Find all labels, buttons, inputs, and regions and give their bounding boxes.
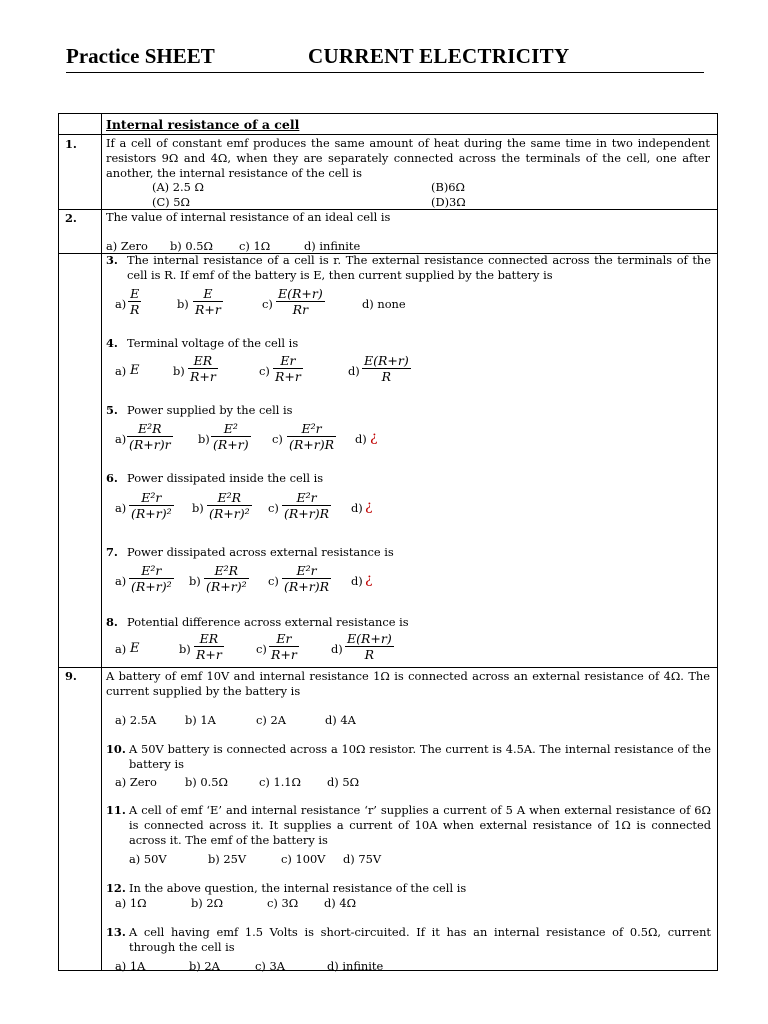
q4-option-a: a) [115, 364, 127, 378]
q12-option-a: a) 1Ω [115, 896, 147, 910]
q8-fraction-c: $\frac{Er}{R+r}$ [271, 631, 297, 662]
q1-number: 1. [65, 137, 77, 151]
q10-option-c: c) 1.1Ω [259, 775, 302, 789]
q7-fraction-a: $\frac{\text{E²r}}{\text{(R+r)²}}$ [131, 563, 172, 594]
q3-option-c: c) [262, 297, 273, 311]
q12-option-b: b) 2Ω [191, 896, 224, 910]
q8-option-a-value: E [130, 641, 140, 656]
question-table [58, 113, 718, 971]
q2-option-b: b) 0.5Ω [170, 239, 213, 253]
q9-number: 9. [65, 669, 77, 683]
q7-option-d: d) [351, 574, 363, 588]
q11-number: 11. [106, 803, 126, 817]
row-divider [59, 667, 717, 668]
q9-option-c: c) 2A [256, 713, 286, 727]
q2-option-c: c) 1Ω [239, 239, 271, 253]
q5-option-d: d) [355, 432, 367, 446]
q9-text: A battery of emf 10V and internal resistance 1Ω is connected across an external resistance of 4Ω. The current supplied by the battery is [106, 669, 710, 698]
q13-option-b: b) 2A [189, 959, 220, 973]
q7-fraction-b: $\frac{\text{E²R}}{\text{(R+r)²}}$ [206, 563, 247, 594]
q13-option-a: a) 1A [115, 959, 146, 973]
q3-fraction-a: $\frac{E}{R}$ [130, 286, 140, 317]
q1-option-c: (C) 5Ω [152, 195, 190, 209]
q8-text: Potential difference across external resistance is [127, 615, 409, 629]
q13-number: 13. [106, 925, 126, 939]
q7-number: 7. [106, 545, 118, 559]
q1-option-d: (D)3Ω [431, 195, 466, 209]
q6-fraction-a: $\frac{\text{E²r}}{\text{(R+r)²}}$ [131, 490, 172, 521]
q7-option-c: c) [268, 574, 279, 588]
q4-fraction-d: $\frac{E(R+r)}{R}$ [364, 353, 409, 384]
q13-text: A cell having emf 1.5 Volts is short-circuited. If it has an internal resistance of 0.5Ω, current through the cell is [129, 925, 711, 954]
q2-option-d: d) infinite [304, 239, 361, 253]
q13-option-c: c) 3A [255, 959, 285, 973]
q12-number: 12. [106, 881, 126, 895]
q10-option-b: b) 0.5Ω [185, 775, 228, 789]
q3-number: 3. [106, 253, 118, 267]
q4-fraction-b: $\frac{ER}{R+r}$ [190, 353, 216, 384]
q2-text: The value of internal resistance of an ideal cell is [106, 210, 391, 224]
q1-text: If a cell of constant emf produces the same amount of heat during the same time in two independent resistors 9Ω and 4Ω, when they are separately connected across the terminals of the cell, one after another, the internal resistance of the cell is [106, 136, 710, 180]
q2-number: 2. [65, 211, 77, 225]
q5-option-d-symbol: ¿ [370, 429, 378, 445]
q4-option-c: c) [259, 364, 270, 378]
q3-option-d: d) none [362, 297, 406, 311]
q7-text: Power dissipated across external resistance is [127, 545, 394, 559]
q7-option-b: b) [189, 574, 201, 588]
q10-text: A 50V battery is connected across a 10Ω resistor. The current is 4.5A. The internal resistance of the battery is [129, 742, 711, 771]
q5-fraction-c: $\frac{\text{E²r}}{(R+r)R}$ [289, 421, 335, 452]
q9-option-b: b) 1A [185, 713, 216, 727]
q5-option-c: c) [272, 432, 283, 446]
row-divider [59, 134, 717, 135]
q12-option-d: d) 4Ω [324, 896, 357, 910]
q11-option-c: c) 100V [281, 852, 326, 866]
q8-number: 8. [106, 615, 118, 629]
q10-option-d: d) 5Ω [327, 775, 360, 789]
q7-option-a: a) [115, 574, 127, 588]
q5-number: 5. [106, 403, 118, 417]
q8-option-c: c) [256, 642, 267, 656]
q6-text: Power dissipated inside the cell is [127, 471, 324, 485]
page-header [66, 44, 704, 73]
q8-option-b: b) [179, 642, 191, 656]
q10-option-a: a) Zero [115, 775, 157, 789]
q6-number: 6. [106, 471, 118, 485]
q3-text: The internal resistance of a cell is r. The external resistance connected across the terminals of the cell is R. If emf of the battery is E, then current supplied by the battery is [127, 253, 711, 282]
q11-text: A cell of emf ‘E’ and internal resistance ‘r’ supplies a current of 5 A when external resistance of 6Ω is connected across it. It supplies a current of 10A when external resistance of 1Ω is connected across it. The emf of the battery is [129, 803, 711, 847]
q9-option-d: d) 4A [325, 713, 356, 727]
q1-option-a: (A) 2.5 Ω [152, 180, 204, 194]
q7-fraction-c: $\frac{\text{E²r}}{(R+r)R}$ [284, 563, 330, 594]
q11-option-d: d) 75V [343, 852, 382, 866]
q5-option-b: b) [198, 432, 210, 446]
q6-fraction-b: $\frac{\text{E²R}}{\text{(R+r)²}}$ [209, 490, 250, 521]
column-divider [101, 114, 102, 970]
q5-fraction-a: $\frac{\text{E²R}}{(R+r)r}$ [129, 421, 171, 452]
q3-option-a: a) [115, 297, 127, 311]
q9-option-a: a) 2.5A [115, 713, 157, 727]
q5-option-a: a) [115, 432, 127, 446]
q4-number: 4. [106, 336, 118, 350]
q5-text: Power supplied by the cell is [127, 403, 293, 417]
q6-option-a: a) [115, 501, 127, 515]
q11-option-a: a) 50V [129, 852, 167, 866]
page-title: CURRENT ELECTRICITY [308, 44, 570, 68]
q8-fraction-b: $\frac{ER}{R+r}$ [196, 631, 222, 662]
sheet-label: Practice SHEET [66, 44, 215, 68]
q5-fraction-b: $\frac{\text{E²}}{(R+r)}$ [213, 421, 249, 452]
q2-option-a: a) Zero [106, 239, 148, 253]
q12-text: In the above question, the internal resistance of the cell is [129, 881, 467, 895]
q4-text: Terminal voltage of the cell is [127, 336, 299, 350]
q6-fraction-c: $\frac{\text{E²r}}{(R+r)R}$ [284, 490, 330, 521]
q10-number: 10. [106, 742, 126, 756]
q12-option-c: c) 3Ω [267, 896, 299, 910]
q7-option-d-symbol: ¿ [365, 571, 373, 587]
q11-option-b: b) 25V [208, 852, 247, 866]
q8-fraction-d: $\frac{E(R+r)}{R}$ [347, 631, 392, 662]
q13-option-d: d) infinite [327, 959, 384, 973]
q4-option-a-value: E [130, 363, 140, 378]
q1-option-b: (B)6Ω [431, 180, 465, 194]
section-title: Internal resistance of a cell [106, 117, 300, 132]
q3-fraction-b: $\frac{E}{R+r}$ [195, 286, 221, 317]
q4-option-b: b) [173, 364, 185, 378]
q8-option-a: a) [115, 642, 127, 656]
q3-fraction-c: $\frac{E(R+r)}{Rr}$ [278, 286, 323, 317]
q6-option-b: b) [192, 501, 204, 515]
q6-option-d: d) [351, 501, 363, 515]
q4-fraction-c: $\frac{Er}{R+r}$ [275, 353, 301, 384]
q3-option-b: b) [177, 297, 189, 311]
q6-option-c: c) [268, 501, 279, 515]
q6-option-d-symbol: ¿ [365, 498, 373, 514]
q8-option-d: d) [331, 642, 343, 656]
q4-option-d: d) [348, 364, 360, 378]
